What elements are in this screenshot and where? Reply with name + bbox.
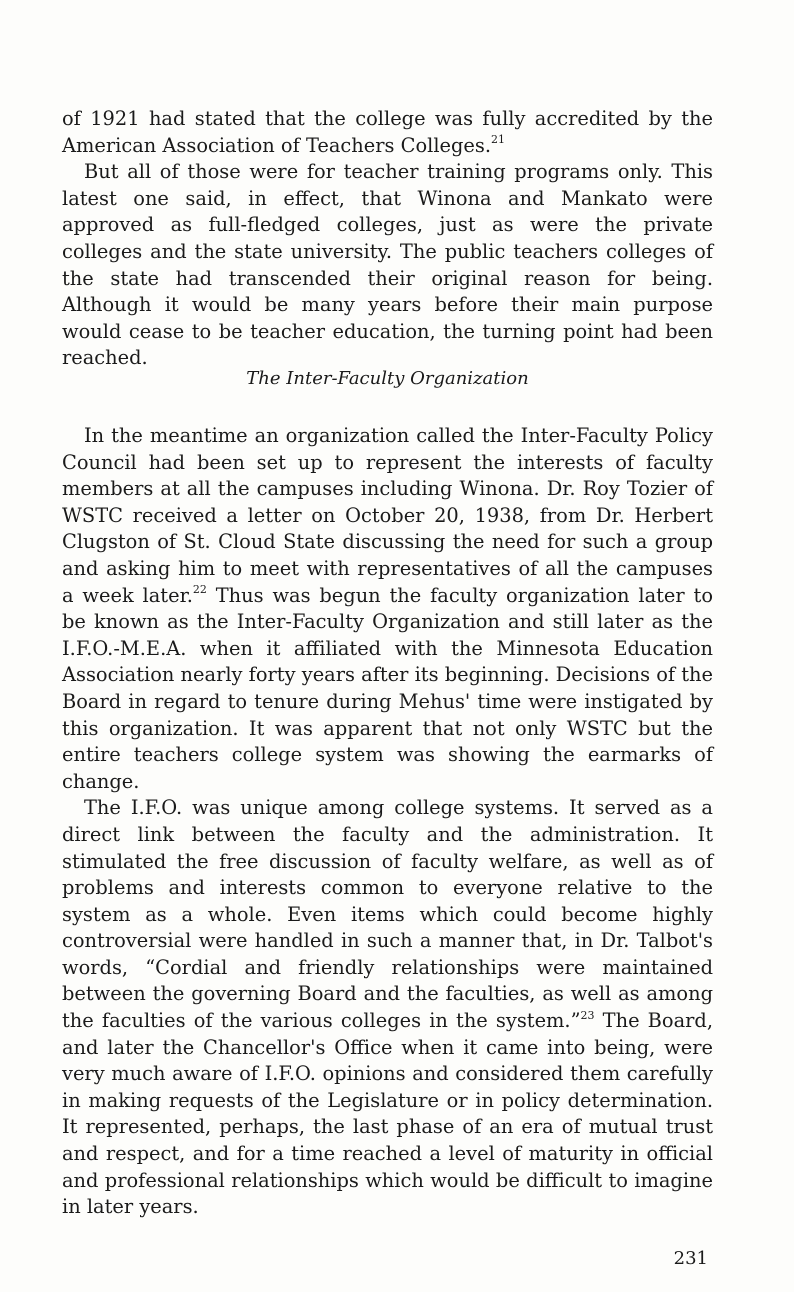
paragraph-ifo-unique	[62, 795, 713, 1221]
footnote-marker: 21	[491, 133, 506, 147]
paragraph-text: The Board, and later the Chancellor's Office when it came into being, were very much aware of I.F.O. opinions and considered them carefully in making requests of the Legislature or in policy determination. It represented, perhaps, the last phase of an era of mutual trust and respect, and for a time reached a level of maturity in official and professional relationships which would be difficult to imagine in later years.	[62, 1009, 714, 1219]
page-number: 231	[673, 1248, 708, 1269]
paragraph-text: Thus was begun the faculty organization later to be known as the Inter-Faculty Organization and still later as the I.F.O.-M.E.A. when it affiliated with the Minnesota Education Association nearly forty years after its beginning. Decisions of the Board in regard to tenure during Mehus' time were instigated by this organization. It was apparent that not only WSTC but the entire teachers college system was showing the earmarks of change.	[62, 583, 713, 793]
paragraph-text: of 1921 had stated that the college was fully accredited by the American Association of Teachers Colleges.	[62, 107, 713, 157]
footnote-marker: 23	[580, 1008, 595, 1022]
paragraph-teacher-training	[62, 159, 713, 372]
text-block-upper	[62, 106, 713, 372]
paragraph-text: But all of those were for teacher training programs only. This latest one said, in effect, that Winona and Mankato were approved as full-fledged colleges, just as were the private colleges and the state university. The public teachers colleges of the state had transcended their original reason for being. Although it would be many years before their main purpose would cease to be teacher education, the turning point had been reached.	[62, 160, 713, 370]
paragraph-text: In the meantime an organization called the Inter-Faculty Policy Council had been set up to represent the interests of faculty members at all the campuses including Winona. Dr. Roy Tozier of WSTC received a letter on October 20, 1938, from Dr. Herbert Clugston of St. Cloud State discussing the need for such a group and asking him to meet with representatives of all the campuses a week later.	[62, 424, 713, 607]
text-block-lower	[62, 423, 713, 1221]
paragraph-accreditation	[62, 106, 713, 159]
footnote-marker: 22	[192, 583, 207, 597]
paragraph-inter-faculty-council	[62, 423, 713, 795]
paragraph-text: The I.F.O. was unique among college systems. It served as a direct link between the faculty and the administration. It stimulated the free discussion of faculty welfare, as well as of problems and interests common to everyone relative to the system as a whole. Even items which could become highly controversial were handled in such a manner that, in Dr. Talbot's words, “Cordial and friendly relationships were maintained between the governing Board and the faculties, as well as among the faculties of the various colleges in the system.”	[62, 796, 713, 1033]
section-heading: The Inter-Faculty Organization	[246, 368, 529, 389]
